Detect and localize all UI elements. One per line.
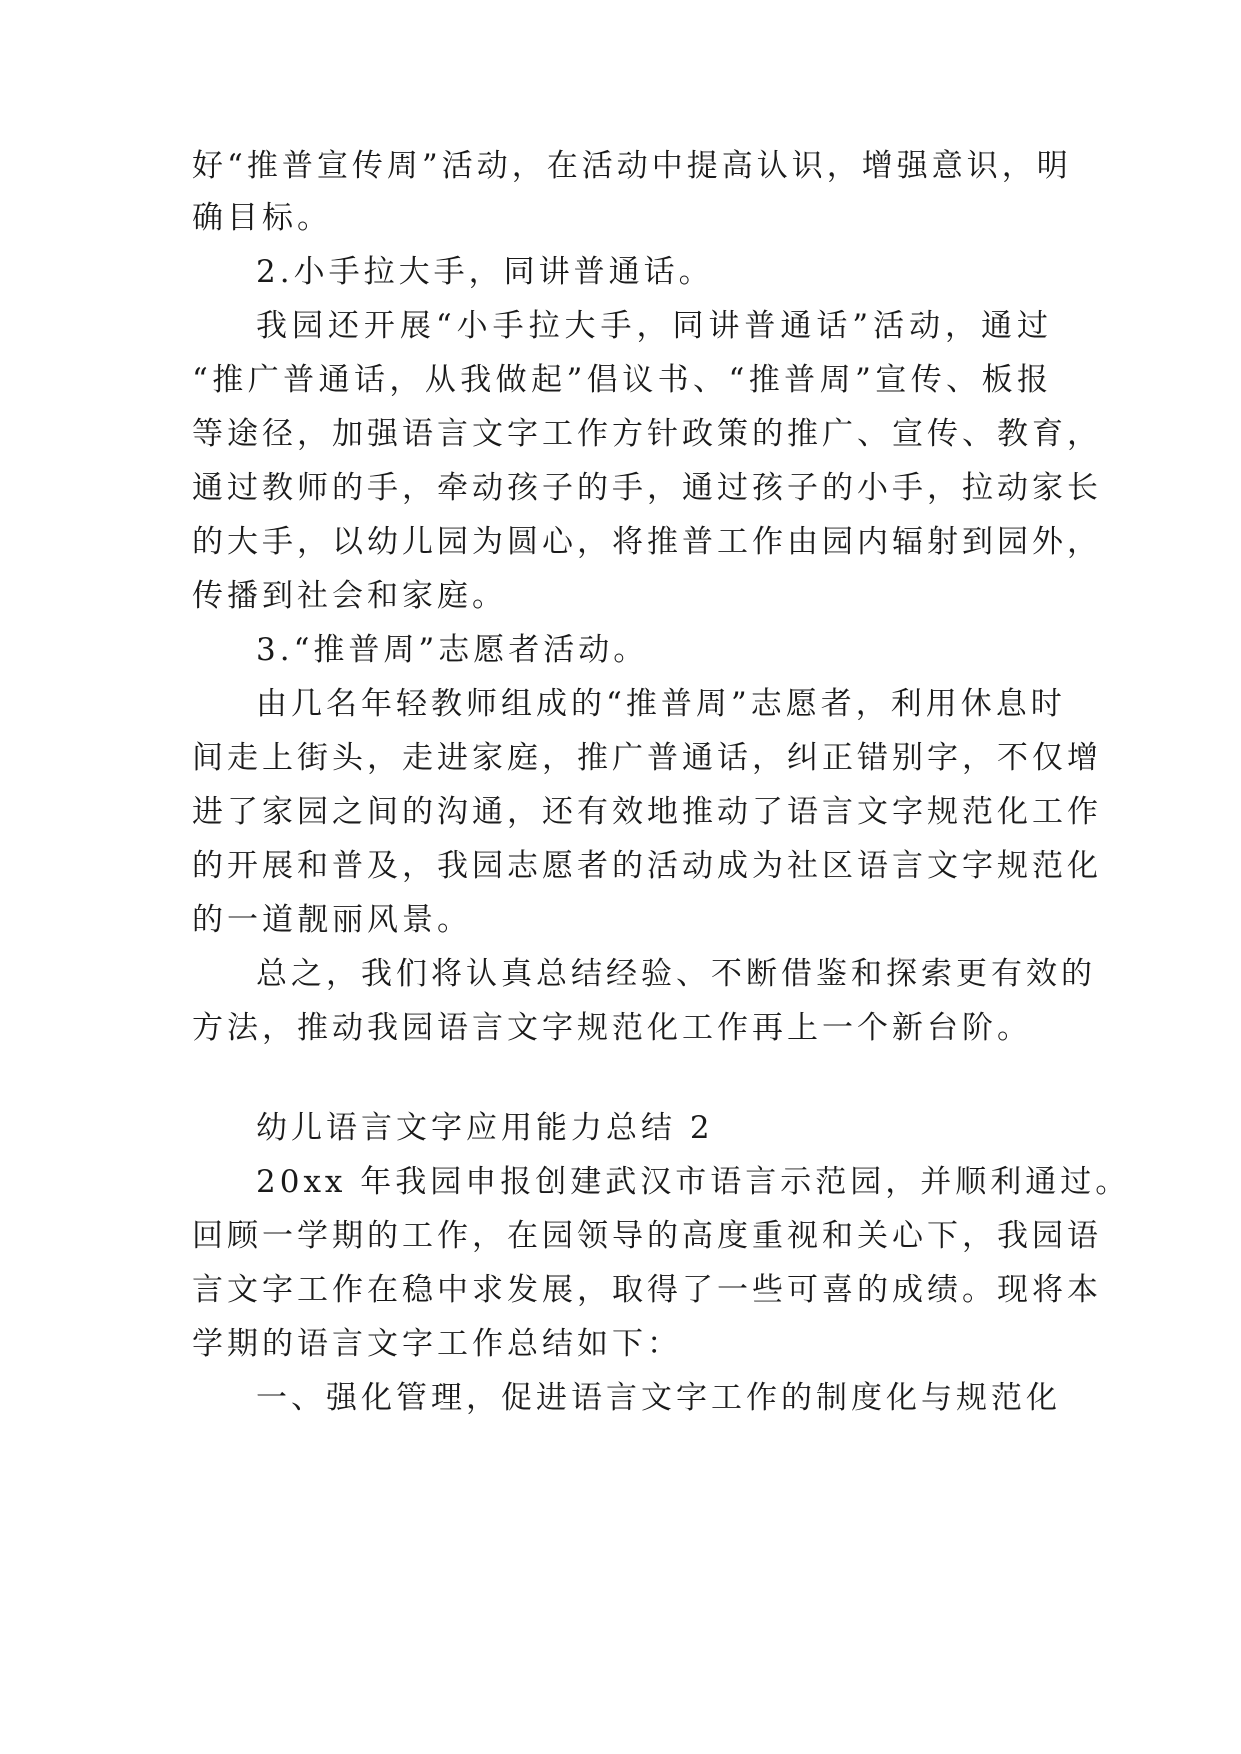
paragraph-line: 20xx 年我园申报创建武汉市语言示范园，并顺利通过。 xyxy=(256,1164,1131,1200)
paragraph-line: 方法，推动我园语言文字规范化工作再上一个新台阶。 xyxy=(192,1010,1032,1046)
section-heading: 3.“推普周”志愿者活动。 xyxy=(256,632,649,668)
paragraph-line: 通过教师的手，牵动孩子的手，通过孩子的小手，拉动家长 xyxy=(192,470,1102,506)
paragraph-line: “推广普通话，从我做起”倡议书、“推普周”宣传、板报 xyxy=(192,362,1052,398)
paragraph-line: 的大手，以幼儿园为圆心，将推普工作由园内辐射到园外， xyxy=(192,524,1102,560)
paragraph-line: 回顾一学期的工作，在园领导的高度重视和关心下，我园语 xyxy=(192,1218,1102,1254)
paragraph-line: 的一道靓丽风景。 xyxy=(192,902,472,938)
paragraph-line: 我园还开展“小手拉大手，同讲普通话”活动，通过 xyxy=(256,308,1052,344)
paragraph-line: 确目标。 xyxy=(192,200,332,236)
paragraph-line: 学期的语言文字工作总结如下： xyxy=(192,1326,682,1362)
paragraph-line: 传播到社会和家庭。 xyxy=(192,578,507,614)
paragraph-line: 等途径，加强语言文字工作方针政策的推广、宣传、教育， xyxy=(192,416,1102,452)
section-heading: 2.小手拉大手，同讲普通话。 xyxy=(256,254,714,290)
paragraph-line: 进了家园之间的沟通，还有效地推动了语言文字规范化工作 xyxy=(192,794,1102,830)
paragraph-line: 的开展和普及，我园志愿者的活动成为社区语言文字规范化 xyxy=(192,848,1102,884)
paragraph-line: 间走上街头，走进家庭，推广普通话，纠正错别字，不仅增 xyxy=(192,740,1102,776)
section-heading: 一、强化管理，促进语言文字工作的制度化与规范化 xyxy=(256,1380,1061,1416)
paragraph-line: 由几名年轻教师组成的“推普周”志愿者，利用休息时 xyxy=(256,686,1066,722)
paragraph-line: 言文字工作在稳中求发展，取得了一些可喜的成绩。现将本 xyxy=(192,1272,1102,1308)
paragraph-line: 好“推普宣传周”活动，在活动中提高认识，增强意识，明 xyxy=(192,148,1072,184)
section-title: 幼儿语言文字应用能力总结 2 xyxy=(256,1110,714,1146)
paragraph-line: 总之，我们将认真总结经验、不断借鉴和探索更有效的 xyxy=(256,956,1096,992)
